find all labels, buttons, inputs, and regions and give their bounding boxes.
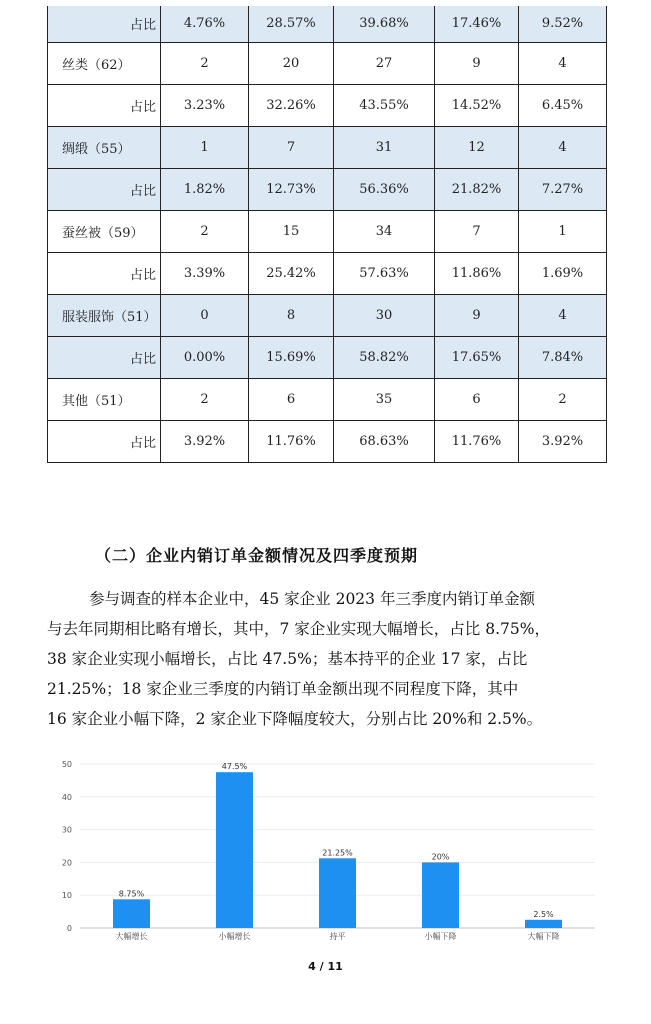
category-label-cell: 服装服饰（51）	[48, 294, 161, 336]
table-cell: 9	[435, 294, 519, 336]
table-cell: 11.76%	[435, 420, 519, 462]
ratio-label-cell: 占比	[48, 84, 161, 126]
table-cell: 9.52%	[519, 6, 607, 42]
table-cell: 31	[334, 126, 435, 168]
table-cell: 21.82%	[435, 168, 519, 210]
table-cell: 35	[334, 378, 435, 420]
table-cell: 12	[435, 126, 519, 168]
table-cell: 68.63%	[334, 420, 435, 462]
table-row	[48, 84, 607, 126]
table-cell: 11.76%	[249, 420, 334, 462]
table-cell: 17.65%	[435, 336, 519, 378]
category-label-cell: 丝类（62）	[48, 42, 161, 84]
x-tick-label: 小幅增长	[218, 932, 251, 941]
table-row	[48, 252, 607, 294]
table-cell: 7	[249, 126, 334, 168]
bar	[113, 899, 150, 928]
table-row	[48, 420, 607, 462]
x-tick-label: 小幅下降	[424, 932, 457, 941]
ratio-label-cell: 占比	[48, 420, 161, 462]
table-cell: 7.27%	[519, 168, 607, 210]
table-cell: 0	[161, 294, 249, 336]
table-row	[48, 6, 607, 42]
order-amount-bar-chart	[50, 756, 610, 946]
page-number: 4 / 11	[308, 960, 343, 973]
ratio-label-cell: 占比	[48, 6, 161, 42]
table-cell: 7	[435, 210, 519, 252]
table-cell: 1.69%	[519, 252, 607, 294]
table-cell: 9	[435, 42, 519, 84]
table-cell: 0.00%	[161, 336, 249, 378]
bar	[422, 862, 459, 928]
paragraph-line: 与去年同期相比略有增长，其中，7 家企业实现大幅增长，占比 8.75%，	[47, 620, 550, 638]
table-cell: 57.63%	[334, 252, 435, 294]
table-cell: 2	[161, 210, 249, 252]
table-cell: 32.26%	[249, 84, 334, 126]
table-cell: 4	[519, 126, 607, 168]
table-cell: 1	[161, 126, 249, 168]
table-cell: 34	[334, 210, 435, 252]
table-cell: 12.73%	[249, 168, 334, 210]
y-tick-label: 50	[61, 760, 72, 769]
table-row	[48, 168, 607, 210]
y-tick-label: 10	[61, 891, 72, 901]
ratio-label-cell: 占比	[48, 336, 161, 378]
category-label-cell: 蚕丝被（59）	[48, 210, 161, 252]
data-label: 2.5%	[533, 909, 554, 919]
data-label: 8.75%	[118, 889, 145, 899]
table-cell: 2	[519, 378, 607, 420]
category-label-cell: 绸缎（55）	[48, 126, 161, 168]
x-tick-label: 大幅下降	[527, 932, 560, 941]
table-cell: 58.82%	[334, 336, 435, 378]
table-cell: 1	[519, 210, 607, 252]
table-cell: 15.69%	[249, 336, 334, 378]
table-cell: 27	[334, 42, 435, 84]
category-stats-table	[47, 6, 607, 463]
paragraph-line: 参与调查的样本企业中，45 家企业 2023 年三季度内销订单金额	[89, 590, 535, 608]
y-tick-label: 30	[61, 825, 72, 835]
paragraph-line: 38 家企业实现小幅增长，占比 47.5%；基本持平的企业 17 家，占比	[47, 650, 528, 668]
table-cell: 28.57%	[249, 6, 334, 42]
table-row	[48, 336, 607, 378]
table-cell: 43.55%	[334, 84, 435, 126]
table-cell: 14.52%	[435, 84, 519, 126]
table-cell: 8	[249, 294, 334, 336]
table-cell: 17.46%	[435, 6, 519, 42]
data-label: 47.5%	[221, 762, 248, 772]
table-cell: 6.45%	[519, 84, 607, 126]
body-paragraph	[47, 584, 609, 734]
table-cell: 56.36%	[334, 168, 435, 210]
y-tick-label: 20	[61, 858, 72, 868]
table-cell: 39.68%	[334, 6, 435, 42]
table-cell: 25.42%	[249, 252, 334, 294]
table-cell: 30	[334, 294, 435, 336]
table-cell: 4.76%	[161, 6, 249, 42]
table-row	[48, 294, 607, 336]
data-label: 21.25%	[322, 848, 353, 858]
category-label-cell: 其他（51）	[48, 378, 161, 420]
table-cell: 3.39%	[161, 252, 249, 294]
table-row	[48, 210, 607, 252]
table-row	[48, 126, 607, 168]
bar	[319, 858, 356, 928]
ratio-label-cell: 占比	[48, 252, 161, 294]
table-cell: 2	[161, 378, 249, 420]
table-cell: 7.84%	[519, 336, 607, 378]
table-cell: 4	[519, 294, 607, 336]
table-row	[48, 378, 607, 420]
data-label: 20%	[431, 852, 450, 862]
y-tick-label: 40	[61, 792, 72, 802]
section-heading: （二）企业内销订单金额情况及四季度预期	[95, 546, 419, 565]
table-cell: 3.92%	[519, 420, 607, 462]
table-cell: 11.86%	[435, 252, 519, 294]
table-cell: 20	[249, 42, 334, 84]
paragraph-line: 21.25%；18 家企业三季度的内销订单金额出现不同程度下降，其中	[47, 680, 519, 698]
bar	[525, 920, 562, 928]
table-cell: 6	[435, 378, 519, 420]
x-tick-label: 持平	[329, 932, 346, 941]
table-row	[48, 42, 607, 84]
table-cell: 3.23%	[161, 84, 249, 126]
ratio-label-cell: 占比	[48, 168, 161, 210]
y-tick-label: 0	[66, 924, 72, 933]
table-cell: 4	[519, 42, 607, 84]
table-cell: 15	[249, 210, 334, 252]
paragraph-line: 16 家企业小幅下降，2 家企业下降幅度较大，分别占比 20%和 2.5%。	[47, 710, 543, 728]
table-cell: 3.92%	[161, 420, 249, 462]
table-cell: 2	[161, 42, 249, 84]
bar	[216, 772, 253, 928]
x-tick-label: 大幅增长	[115, 932, 148, 941]
table-cell: 1.82%	[161, 168, 249, 210]
table-cell: 6	[249, 378, 334, 420]
